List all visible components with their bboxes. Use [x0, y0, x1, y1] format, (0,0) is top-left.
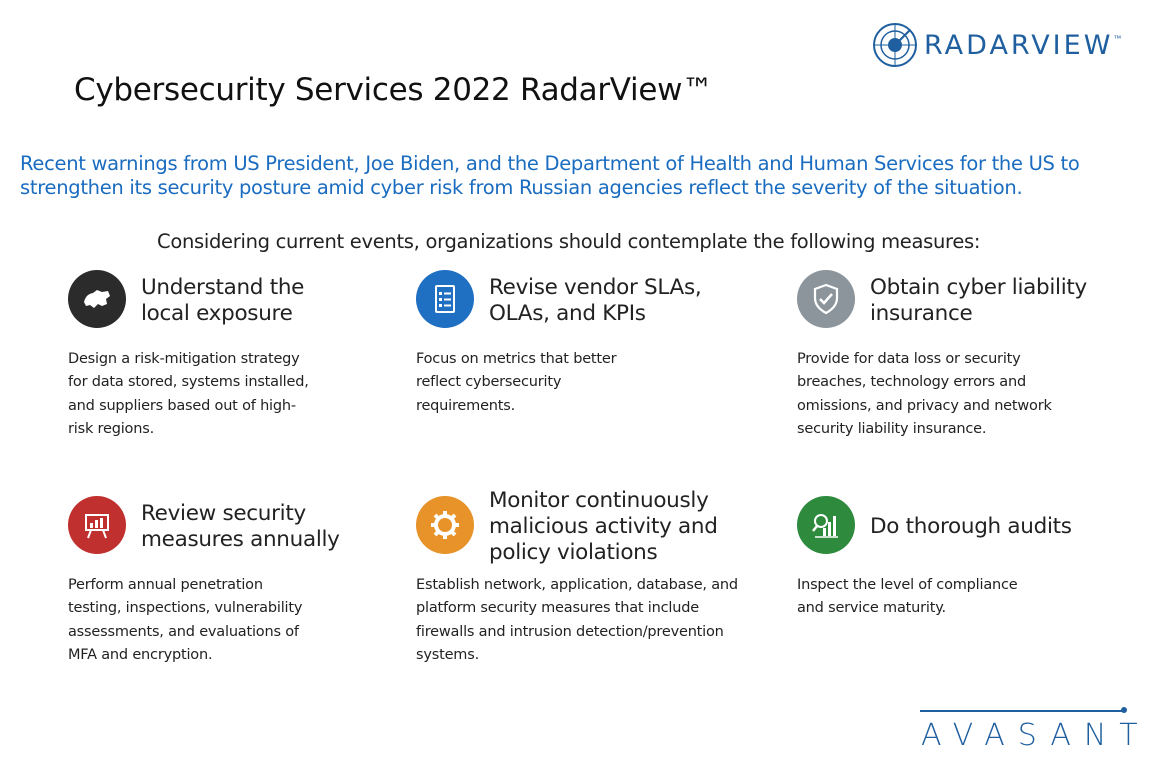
globe-map-icon: [68, 270, 126, 328]
card-body: Perform annual penetration testing, inspections, vulnerability assessments, and evaluations of MFA and encryption.: [68, 577, 303, 663]
card-heading: Understand the local exposure: [141, 275, 305, 326]
logo-trademark: ™: [1113, 34, 1122, 43]
page-title: Cybersecurity Services 2022 RadarView™: [74, 72, 713, 108]
lead-text: Considering current events, organizations should contemplate the following measures:: [157, 230, 981, 253]
checklist-icon: [416, 270, 474, 328]
gear-icon: [416, 496, 474, 554]
card-body: Provide for data loss or security breaches, technology errors and omissions, and privacy and network security liability insurance.: [797, 351, 1052, 437]
footer-dot: [1121, 707, 1127, 713]
audit-chart-icon: [797, 496, 855, 554]
presentation-icon: [68, 496, 126, 554]
card-body: Design a risk-mitigation strategy for data stored, systems installed, and suppliers based out of high- risk regions.: [68, 351, 309, 437]
avasant-logo: AVASANT: [921, 718, 1151, 753]
radar-icon: [872, 22, 918, 68]
card-body: Establish network, application, database, and platform security measures that include firewalls and intrusion detection/prevention systems.: [416, 577, 738, 663]
radarview-logo: [872, 22, 1121, 68]
card-body: Focus on metrics that better reflect cybersecurity requirements.: [416, 351, 617, 414]
intro-text: Recent warnings from US President, Joe Biden, and the Department of Health and Human Services for the US to strengthen its security posture amid cyber risk from Russian agencies reflect the severity of the situation.: [20, 152, 1080, 199]
card-heading: Monitor continuously malicious activity and policy violations: [489, 488, 718, 565]
card-body: Inspect the level of compliance and service maturity.: [797, 577, 1018, 617]
card-heading: Do thorough audits: [870, 514, 1072, 539]
card-heading: Obtain cyber liability insurance: [870, 275, 1087, 326]
footer-divider: [920, 710, 1124, 712]
logo-text: RADARVIEW: [924, 29, 1114, 61]
shield-check-icon: [797, 270, 855, 328]
card-heading: Revise vendor SLAs, OLAs, and KPIs: [489, 275, 702, 326]
card-heading: Review security measures annually: [141, 501, 340, 552]
